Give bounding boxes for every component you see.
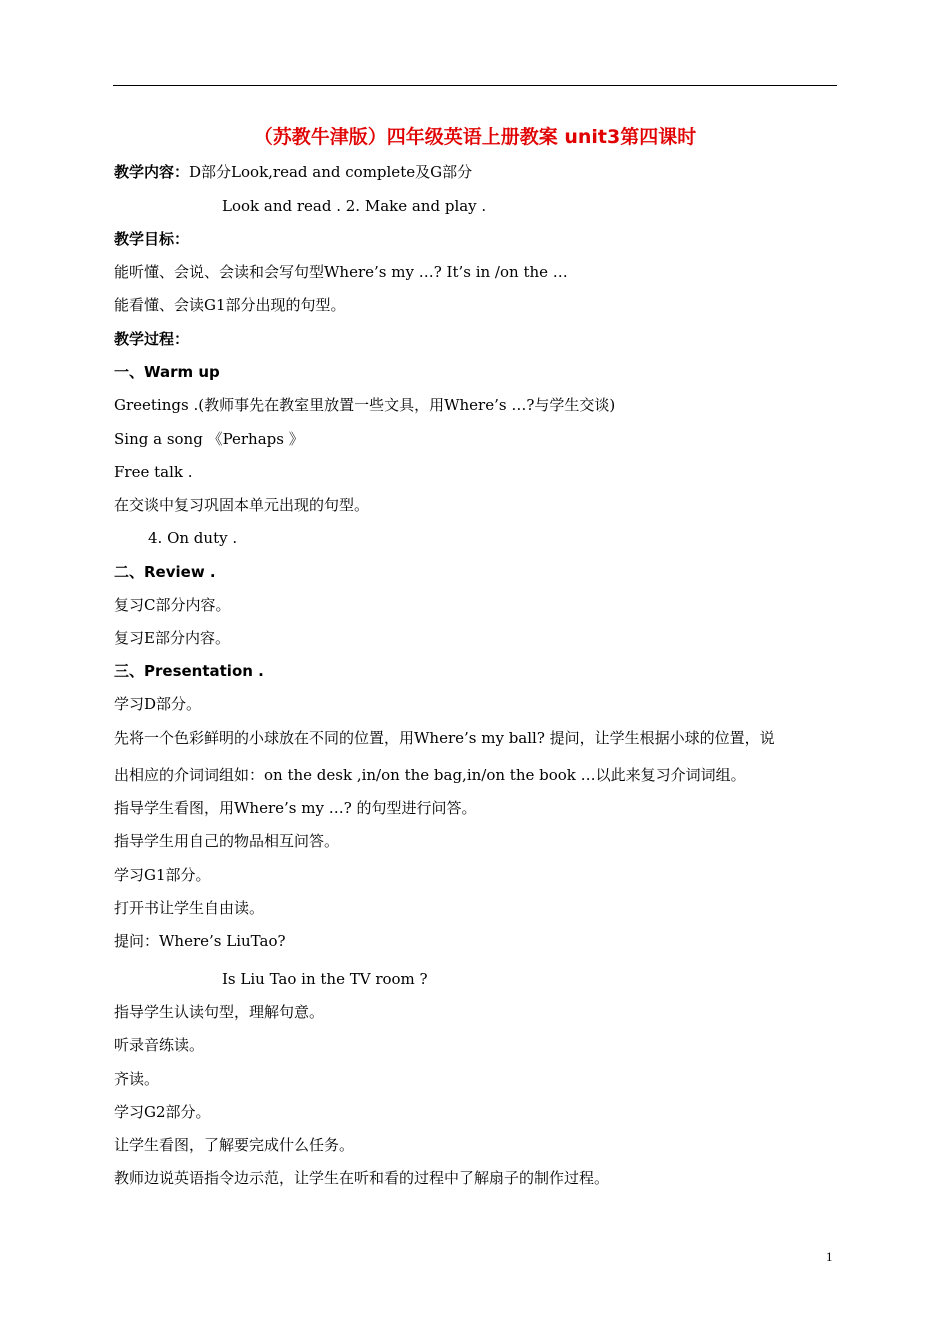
presentation-line: 学习G2部分。 bbox=[114, 1103, 211, 1121]
presentation-line: 学习G1部分。 bbox=[114, 866, 211, 884]
presentation-line: 学习D部分。 bbox=[114, 695, 202, 713]
content-text: D部分Look,read and complete及G部分 bbox=[189, 163, 473, 181]
review-heading: 二、Review . bbox=[114, 563, 216, 581]
review-line: 复习E部分内容。 bbox=[114, 629, 230, 647]
warmup-line: Greetings .(教师事先在教室里放置一些文具，用Where’s …?与学生交谈) bbox=[114, 396, 616, 414]
presentation-line: 让学生看图，了解要完成什么任务。 bbox=[114, 1136, 355, 1154]
process-label: 教学过程： bbox=[114, 330, 190, 348]
objective-line: 能听懂、会说、会读和会写句型Where’s my …? It’s in /on the … bbox=[114, 263, 568, 281]
warmup-line: Free talk . bbox=[114, 463, 193, 481]
presentation-heading: 三、Presentation . bbox=[114, 662, 264, 680]
warmup-line: Sing a song 《Perhaps 》 bbox=[114, 430, 304, 448]
warmup-line: 在交谈中复习巩固本单元出现的句型。 bbox=[114, 496, 370, 514]
presentation-line: 齐读。 bbox=[114, 1070, 160, 1088]
header-rule bbox=[113, 85, 837, 86]
warmup-numbered-line: 4. On duty . bbox=[148, 529, 238, 547]
presentation-line: 打开书让学生自由读。 bbox=[114, 899, 265, 917]
presentation-line: 教师边说英语指令边示范，让学生在听和看的过程中了解扇子的制作过程。 bbox=[114, 1169, 610, 1187]
content-label: 教学内容： bbox=[114, 163, 190, 181]
objectives-label: 教学目标： bbox=[114, 230, 190, 248]
page-number: 1 bbox=[826, 1249, 833, 1264]
presentation-line: 先将一个色彩鲜明的小球放在不同的位置，用Where’s my ball? 提问，让学生根据小球的位置，说 bbox=[114, 729, 775, 747]
presentation-line: 指导学生看图，用Where’s my …? 的句型进行问答。 bbox=[114, 799, 477, 817]
presentation-line: 提问：Where’s LiuTao? bbox=[114, 932, 286, 950]
presentation-line: 指导学生用自己的物品相互问答。 bbox=[114, 832, 340, 850]
review-line: 复习C部分内容。 bbox=[114, 596, 231, 614]
presentation-line: 指导学生认读句型，理解句意。 bbox=[114, 1003, 325, 1021]
presentation-indented-line: Is Liu Tao in the TV room ? bbox=[222, 970, 428, 988]
objective-line: 能看懂、会读G1部分出现的句型。 bbox=[114, 296, 346, 314]
content-subline: Look and read . 2. Make and play . bbox=[222, 197, 487, 215]
presentation-line: 出相应的介词词组如：on the desk ,in/on the bag,in/on the book …以此来复习介词词组。 bbox=[114, 766, 746, 784]
document-title: （苏教牛津版）四年级英语上册教案 unit3第四课时 bbox=[253, 126, 697, 148]
presentation-line: 听录音练读。 bbox=[114, 1036, 205, 1054]
warmup-heading: 一、Warm up bbox=[114, 363, 220, 381]
content-line bbox=[114, 162, 472, 182]
